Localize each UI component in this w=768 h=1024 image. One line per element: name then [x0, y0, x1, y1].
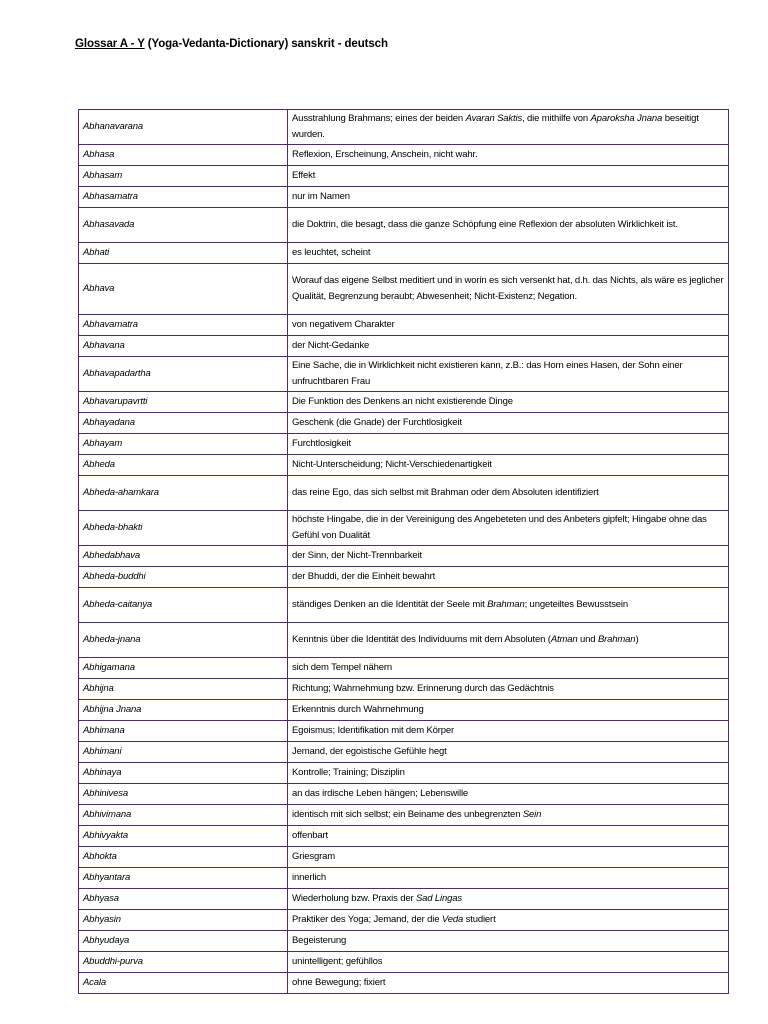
- definition-text: Kenntnis über die Identität des Individuums mit dem Absoluten (: [292, 633, 551, 645]
- term-cell: Abuddhi-purva: [79, 952, 288, 973]
- table-row: [79, 264, 729, 315]
- definition-text: Ausstrahlung Brahmans; eines der beiden: [292, 112, 466, 124]
- definition-text: ; ungeteiltes Bewusstsein: [524, 598, 629, 610]
- glossary-body: [79, 110, 729, 994]
- term-cell: Abhedabhava: [79, 546, 288, 567]
- definition-emphasis: Sad Lingas: [415, 892, 463, 904]
- term-cell: Abhasamatra: [79, 187, 288, 208]
- definition-text: höchste Hingabe, die in der Vereinigung des Angebeteten und des Anbeters gipfelt; Hingabe ohne das Gefühl von Dualität: [292, 513, 707, 541]
- table-row: [79, 952, 729, 973]
- definition-cell: [288, 700, 729, 721]
- term-cell: Abhyasin: [79, 910, 288, 931]
- table-row: [79, 243, 729, 264]
- definition-cell: [288, 910, 729, 931]
- definition-text: der Nicht-Gedanke: [292, 339, 370, 351]
- table-row: [79, 910, 729, 931]
- term-cell: Acala: [79, 973, 288, 994]
- table-row: [79, 546, 729, 567]
- title-rest: (Yoga-Vedanta-Dictionary) sanskrit - deutsch: [144, 38, 388, 50]
- definition-text: offenbart: [292, 829, 328, 841]
- definition-text: der Sinn, der Nicht-Trennbarkeit: [292, 549, 423, 561]
- definition-text: Kontrolle; Training; Disziplin: [292, 766, 405, 778]
- definition-text: Geschenk (die Gnade) der Furchtlosigkeit: [292, 416, 462, 428]
- definition-cell: [288, 847, 729, 868]
- table-row: [79, 700, 729, 721]
- definition-text: , die mithilfe von: [522, 112, 591, 124]
- definition-text: ständiges Denken an die Identität der Seele mit: [292, 598, 488, 610]
- table-row: [79, 588, 729, 623]
- definition-text: an das irdische Leben hängen; Lebenswille: [292, 787, 469, 799]
- table-row: [79, 315, 729, 336]
- table-row: [79, 476, 729, 511]
- definition-emphasis: Brahman: [487, 598, 525, 610]
- table-row: [79, 784, 729, 805]
- definition-cell: [288, 476, 729, 511]
- table-row: [79, 805, 729, 826]
- table-row: [79, 567, 729, 588]
- term-cell: Abhivimana: [79, 805, 288, 826]
- definition-cell: [288, 889, 729, 910]
- term-cell: Abhijna: [79, 679, 288, 700]
- definition-emphasis: Atman: [550, 633, 578, 645]
- definition-cell: [288, 357, 729, 392]
- definition-cell: [288, 931, 729, 952]
- definition-text: Worauf das eigene Selbst meditiert und in worin es sich versenkt hat, d.h. das Nichts, als wäre es jeglicher Qualität, Begrenzung beraubt; Abwesenheit; Nicht-Existenz; Negation.: [292, 274, 724, 302]
- table-row: [79, 511, 729, 546]
- definition-cell: [288, 567, 729, 588]
- term-cell: Abhava: [79, 264, 288, 315]
- definition-cell: [288, 679, 729, 700]
- table-row: [79, 742, 729, 763]
- term-cell: Abhasa: [79, 145, 288, 166]
- table-row: [79, 763, 729, 784]
- term-cell: Abhivyakta: [79, 826, 288, 847]
- table-row: [79, 110, 729, 145]
- term-cell: Abhayadana: [79, 413, 288, 434]
- term-cell: Abhasavada: [79, 208, 288, 243]
- term-cell: Abheda-ahamkara: [79, 476, 288, 511]
- term-cell: Abhigamana: [79, 658, 288, 679]
- definition-cell: [288, 110, 729, 145]
- definition-text: Richtung; Wahrnehmung bzw. Erinnerung durch das Gedächtnis: [292, 682, 554, 694]
- table-row: [79, 623, 729, 658]
- table-row: [79, 973, 729, 994]
- definition-cell: [288, 145, 729, 166]
- table-row: [79, 413, 729, 434]
- term-cell: Abhokta: [79, 847, 288, 868]
- definition-text: Egoismus; Identifikation mit dem Körper: [292, 724, 455, 736]
- table-row: [79, 868, 729, 889]
- term-cell: Abhyantara: [79, 868, 288, 889]
- definition-text: identisch mit sich selbst; ein Beiname des unbegrenzten: [292, 808, 523, 820]
- term-cell: Abhavana: [79, 336, 288, 357]
- definition-text: Eine Sache, die in Wirklichkeit nicht existieren kann, z.B.: das Horn eines Hasen, der Sohn einer unfruchtbaren Frau: [292, 359, 683, 387]
- definition-text: nur im Namen: [292, 190, 350, 202]
- definition-text: und: [577, 633, 598, 645]
- definition-cell: [288, 455, 729, 476]
- definition-cell: [288, 952, 729, 973]
- definition-cell: [288, 434, 729, 455]
- definition-cell: [288, 336, 729, 357]
- table-row: [79, 826, 729, 847]
- table-row: [79, 392, 729, 413]
- term-cell: Abhimana: [79, 721, 288, 742]
- table-row: [79, 336, 729, 357]
- definition-text: Wiederholung bzw. Praxis der: [292, 892, 416, 904]
- definition-text: es leuchtet, scheint: [292, 246, 371, 258]
- title-prefix: Glossar A - Y: [75, 38, 145, 50]
- definition-text: Die Funktion des Denkens an nicht existierende Dinge: [292, 395, 513, 407]
- term-cell: Abheda-caitanya: [79, 588, 288, 623]
- definition-cell: [288, 546, 729, 567]
- definition-text: studiert: [463, 913, 496, 925]
- definition-cell: [288, 187, 729, 208]
- definition-text: sich dem Tempel nähern: [292, 661, 393, 673]
- page-title: [75, 38, 388, 50]
- definition-cell: [288, 742, 729, 763]
- definition-cell: [288, 868, 729, 889]
- term-cell: Abheda-jnana: [79, 623, 288, 658]
- definition-cell: [288, 721, 729, 742]
- table-row: [79, 931, 729, 952]
- definition-cell: [288, 392, 729, 413]
- definition-text: ohne Bewegung; fixiert: [292, 976, 386, 988]
- term-cell: Abhinaya: [79, 763, 288, 784]
- definition-cell: [288, 623, 729, 658]
- table-row: [79, 679, 729, 700]
- table-row: [79, 889, 729, 910]
- table-row: [79, 721, 729, 742]
- table-row: [79, 434, 729, 455]
- term-cell: Abhayam: [79, 434, 288, 455]
- term-cell: Abhavamatra: [79, 315, 288, 336]
- definition-text: innerlich: [292, 871, 327, 883]
- term-cell: Abhavapadartha: [79, 357, 288, 392]
- definition-cell: [288, 315, 729, 336]
- term-cell: Abhasam: [79, 166, 288, 187]
- definition-cell: [288, 511, 729, 546]
- definition-text: Jemand, der egoistische Gefühle hegt: [292, 745, 447, 757]
- definition-text: Griesgram: [292, 850, 335, 862]
- term-cell: Abheda-buddhi: [79, 567, 288, 588]
- definition-cell: [288, 826, 729, 847]
- definition-emphasis: Avaran Saktis: [465, 112, 523, 124]
- table-row: [79, 145, 729, 166]
- glossary-table: [78, 109, 729, 994]
- table-row: [79, 455, 729, 476]
- definition-cell: [288, 264, 729, 315]
- term-cell: Abhavarupavrtti: [79, 392, 288, 413]
- definition-cell: [288, 805, 729, 826]
- definition-text: der Bhuddi, der die Einheit bewahrt: [292, 570, 436, 582]
- definition-text: Praktiker des Yoga; Jemand, der die: [292, 913, 442, 925]
- definition-cell: [288, 413, 729, 434]
- term-cell: Abhyudaya: [79, 931, 288, 952]
- term-cell: Abhinivesa: [79, 784, 288, 805]
- definition-cell: [288, 658, 729, 679]
- definition-text: das reine Ego, das sich selbst mit Brahman oder dem Absoluten identifiziert: [292, 486, 599, 498]
- table-row: [79, 357, 729, 392]
- table-row: [79, 187, 729, 208]
- term-cell: Abhati: [79, 243, 288, 264]
- definition-text: Effekt: [292, 169, 316, 181]
- definition-emphasis: Sein: [522, 808, 542, 820]
- table-row: [79, 847, 729, 868]
- definition-text: unintelligent; gefühllos: [292, 955, 383, 967]
- definition-text: Erkenntnis durch Wahrnehmung: [292, 703, 424, 715]
- definition-emphasis: Aparoksha Jnana: [590, 112, 663, 124]
- term-cell: Abhimani: [79, 742, 288, 763]
- definition-text: Furchtlosigkeit: [292, 437, 351, 449]
- definition-text: von negativem Charakter: [292, 318, 395, 330]
- definition-cell: [288, 784, 729, 805]
- definition-cell: [288, 588, 729, 623]
- term-cell: Abheda-bhakti: [79, 511, 288, 546]
- table-row: [79, 208, 729, 243]
- definition-text: Nicht-Unterscheidung; Nicht-Verschiedenartigkeit: [292, 458, 492, 470]
- definition-cell: [288, 208, 729, 243]
- definition-text: beseitigt wurden.: [292, 112, 699, 140]
- definition-cell: [288, 763, 729, 784]
- definition-emphasis: Veda: [441, 913, 464, 925]
- definition-text: die Doktrin, die besagt, dass die ganze Schöpfung eine Reflexion der absoluten Wirklichkeit ist.: [292, 218, 678, 230]
- definition-emphasis: Brahman: [597, 633, 636, 645]
- term-cell: Abheda: [79, 455, 288, 476]
- term-cell: Abhijna Jnana: [79, 700, 288, 721]
- term-cell: Abhyasa: [79, 889, 288, 910]
- definition-cell: [288, 243, 729, 264]
- definition-cell: [288, 166, 729, 187]
- definition-text: Begeisterung: [292, 934, 347, 946]
- definition-text: Reflexion, Erscheinung, Anschein, nicht wahr.: [292, 148, 478, 160]
- term-cell: Abhanavarana: [79, 110, 288, 145]
- table-row: [79, 166, 729, 187]
- table-row: [79, 658, 729, 679]
- definition-text: ): [635, 633, 639, 645]
- definition-cell: [288, 973, 729, 994]
